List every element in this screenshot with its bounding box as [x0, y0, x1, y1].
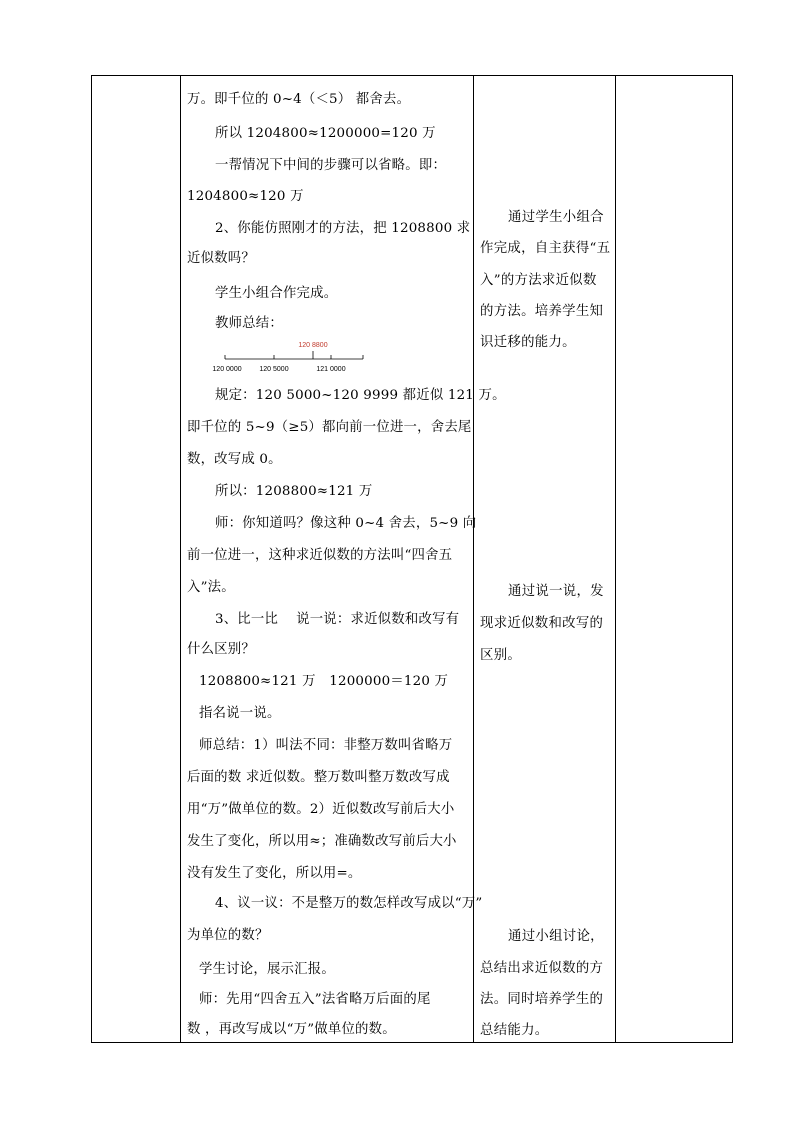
text-line: 所以：1208800≈121 万 — [215, 484, 373, 499]
number-line-tick-label: 120 5000 — [259, 366, 289, 373]
text-line: 指名说一说。 — [199, 706, 281, 721]
text-line: 规定：120 5000~120 9999 都近似 121 万。 — [215, 388, 506, 403]
intent-line: 入”的方法求近似数 — [480, 273, 597, 288]
number-line-tick-label: 120 0000 — [212, 366, 242, 373]
number-line-marked-value: 120 8800 — [298, 342, 328, 349]
text-line: 入”法。 — [187, 580, 235, 595]
text-line: 用“万”做单位的数。2）近似数改写前后大小 — [187, 802, 455, 817]
lesson-table — [91, 75, 733, 1043]
intent-line: 总结能力。 — [480, 1023, 549, 1038]
text-line: 教师总结： — [215, 316, 283, 331]
text-line: 所以 1204800≈1200000=120 万 — [215, 126, 436, 141]
notes-cell — [616, 76, 733, 1042]
intent-line: 通过小组讨论， — [508, 929, 604, 944]
text-line: 1204800≈120 万 — [187, 189, 304, 204]
intent-line: 的方法。培养学生知 — [480, 304, 604, 319]
text-line: 4、议一议：不是整万的数怎样改写成以“万” — [215, 896, 483, 911]
intent-line: 区别。 — [480, 648, 522, 663]
text-line: 万。即千位的 0~4（＜5） 都舍去。 — [187, 92, 411, 107]
intent-line: 现求近似数和改写的 — [480, 616, 604, 631]
text-line: 近似数吗？ — [187, 251, 255, 266]
text-line: 师：先用“四舍五入”法省略万后面的尾 — [199, 992, 431, 1007]
text-line: 没有发生了变化，所以用=。 — [187, 866, 362, 881]
text-line: 什么区别？ — [187, 642, 255, 657]
text-line: 发生了变化，所以用≈；准确数改写前后大小 — [187, 834, 457, 849]
text-line: 学生小组合作完成。 — [215, 286, 338, 301]
text-line: 学生讨论，展示汇报。 — [199, 962, 335, 977]
intent-line: 总结出求近似数的方 — [480, 961, 604, 976]
teaching-process-cell — [181, 76, 506, 1042]
text-line: 师总结：1）叫法不同：非整万数叫省略万 — [199, 738, 453, 753]
intent-line: 通过说一说，发 — [508, 584, 604, 599]
text-line: 1208800≈121 万 1200000＝120 万 — [199, 674, 449, 689]
text-line: 前一位进一，这种求近似数的方法叫“四舍五 — [187, 548, 453, 563]
number-line-tick-label: 121 0000 — [316, 366, 346, 373]
text-line: 数，改写成 0。 — [187, 452, 282, 467]
text-line: 一帮情况下中间的步骤可以省略。即： — [215, 158, 447, 173]
text-line: 3、比一比 说一说：求近似数和改写有 — [215, 612, 460, 627]
intent-line: 通过学生小组合 — [508, 210, 604, 225]
text-line: 为单位的数？ — [187, 928, 269, 943]
intent-line: 识迁移的能力。 — [480, 335, 576, 350]
intent-line: 法。同时培养学生的 — [480, 992, 604, 1007]
text-line: 2、你能仿照刚才的方法，把 1208800 求 — [215, 221, 471, 236]
text-line: 即千位的 5~9（≥5）都向前一位进一，舍去尾 — [187, 420, 472, 435]
design-intent-cell — [474, 76, 616, 1042]
number-line — [212, 338, 381, 376]
text-line: 数 ，再改写成以“万”做单位的数。 — [187, 1022, 396, 1037]
intent-line: 作完成，自主获得“五 — [480, 241, 611, 256]
text-line: 师：你知道吗？像这种 0~4 舍去，5~9 向 — [215, 516, 477, 531]
text-line: 后面的数 求近似数。整万数叫整万数改写成 — [187, 770, 450, 785]
